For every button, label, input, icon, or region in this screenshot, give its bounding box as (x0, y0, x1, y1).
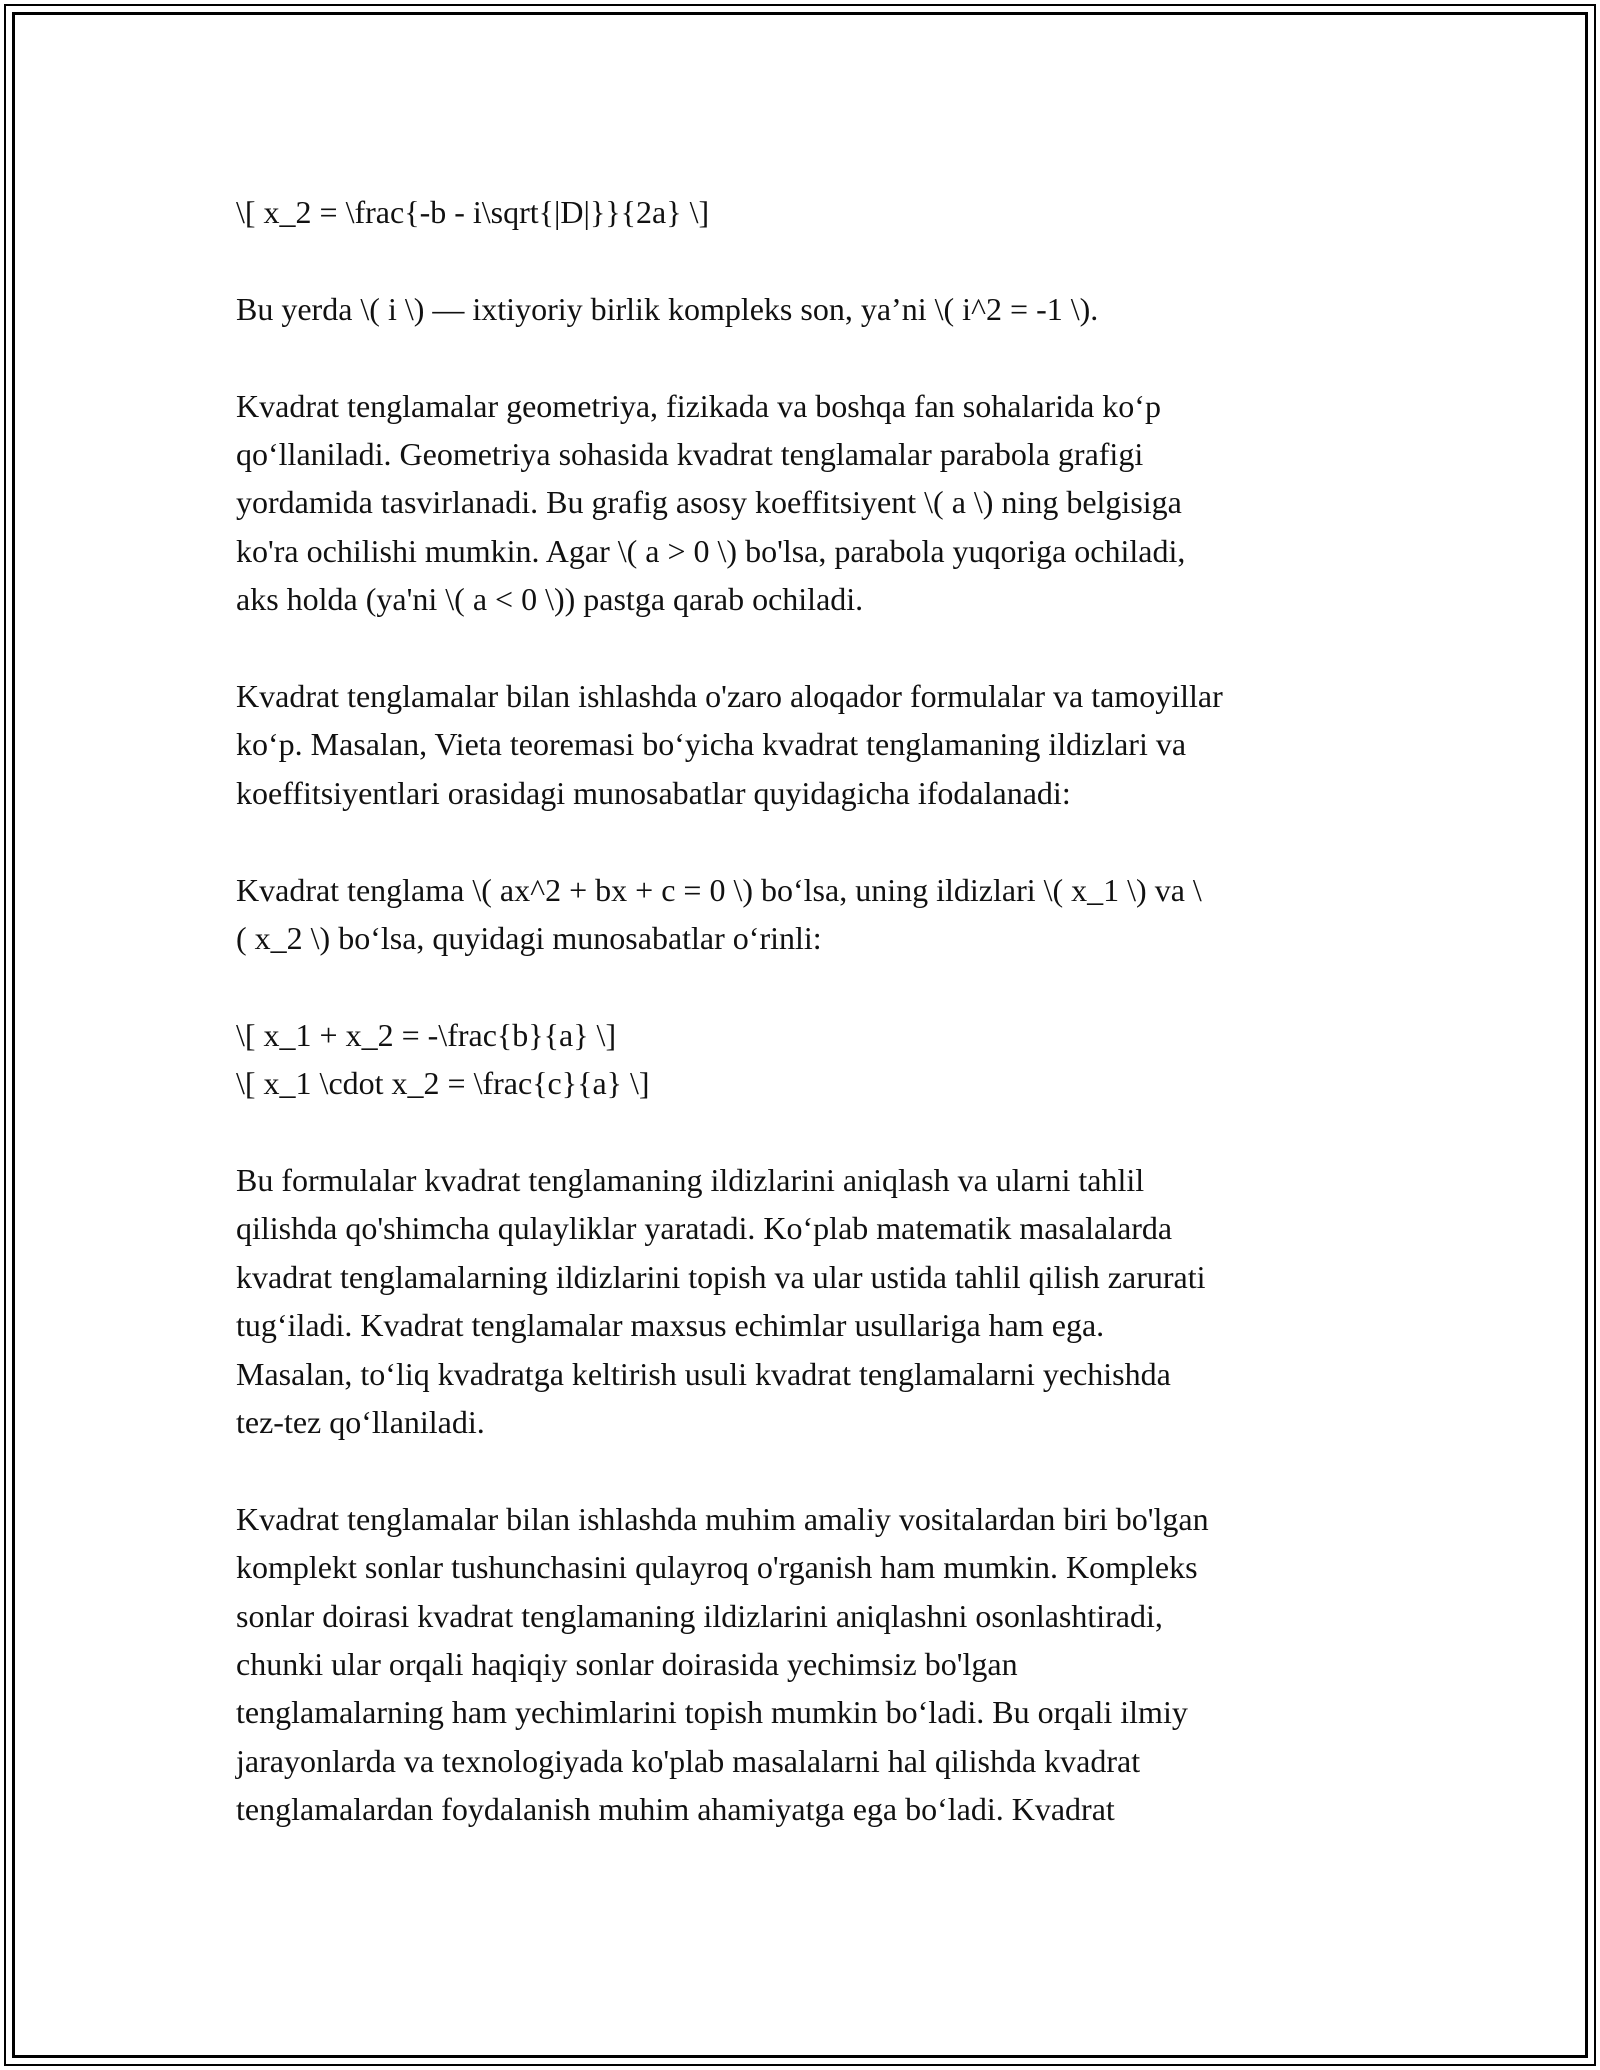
paragraph-imaginary-unit: Bu yerda \( i \) — ixtiyoriy birlik kompleks son, ya’ni \( i^2 = -1 \). (236, 290, 1099, 327)
formula-vieta: \[ x_1 + x_2 = -\frac{b}{a} \] \[ x_1 \cdot x_2 = \frac{c}{a} \] (236, 1016, 650, 1102)
paragraph-roots-relation: Kvadrat tenglama \( ax^2 + bx + c = 0 \) bo‘lsa, uning ildizlari \( x_1 \) va \ ( x_2 \) bo‘lsa, quyidagi munosabatlar o‘rinli: (236, 871, 1202, 957)
document-body (236, 188, 1366, 1882)
paragraph-vieta-intro: Kvadrat tenglamalar bilan ishlashda o'zaro aloqador formulalar va tamoyillar ko‘p. Masalan, Vieta teoremasi bo‘yicha kvadrat tenglamaning ildizlari va koeffitsiyentlari orasidagi munosabatlar quyidagicha ifodalanadi: (236, 678, 1223, 811)
paragraph-formulas-usage: Bu formulalar kvadrat tenglamaning ildizlarini aniqlash va ularni tahlil qilishda qo'shimcha qulayliklar yaratadi. Ko‘plab matematik masalalarda kvadrat tenglamalarning ildizlarini topish va ular ustida tahlil qilish zarurati tug‘iladi. Kvadrat tenglamalar maxsus echimlar usullariga ham ega. Masalan, to‘liq kvadratga keltirish usuli kvadrat tenglamalarni yechishda tez-tez qo‘llaniladi. (236, 1162, 1206, 1441)
formula-x2: \[ x_2 = \frac{-b - i\sqrt{|D|}}{2a} \] (236, 194, 710, 230)
paragraph-geometry: Kvadrat tenglamalar geometriya, fizikada va boshqa fan sohalarida ko‘p qo‘llaniladi. Geometriya sohasida kvadrat tenglamalar parabola grafigi yordamida tasvirlanadi. Bu grafig asosy koeffitsiyent \( a \) ning belgisiga ko'ra ochilishi mumkin. Agar \( a > 0 \) bo'lsa, parabola yuqoriga ochiladi, aks holda (ya'ni \( a < 0 \)) pastga qarab ochiladi. (236, 387, 1186, 618)
paragraph-complex-numbers: Kvadrat tenglamalar bilan ishlashda muhim amaliy vositalardan biri bo'lgan komplekt sonlar tushunchasini qulayroq o'rganish ham mumkin. Kompleks sonlar doirasi kvadrat tenglamaning ildizlarini aniqlashni osonlashtiradi, chunki ular orqali haqiqiy sonlar doirasida yechimsiz bo'lgan tenglamalarning ham yechimlarini topish mumkin bo‘ladi. Bu orqali ilmiy jarayonlarda va texnologiyada ko'plab masalalarni hal qilishda kvadrat tenglamalardan foydalanish muhim ahamiyatga ega bo‘ladi. Kvadrat (236, 1500, 1209, 1828)
